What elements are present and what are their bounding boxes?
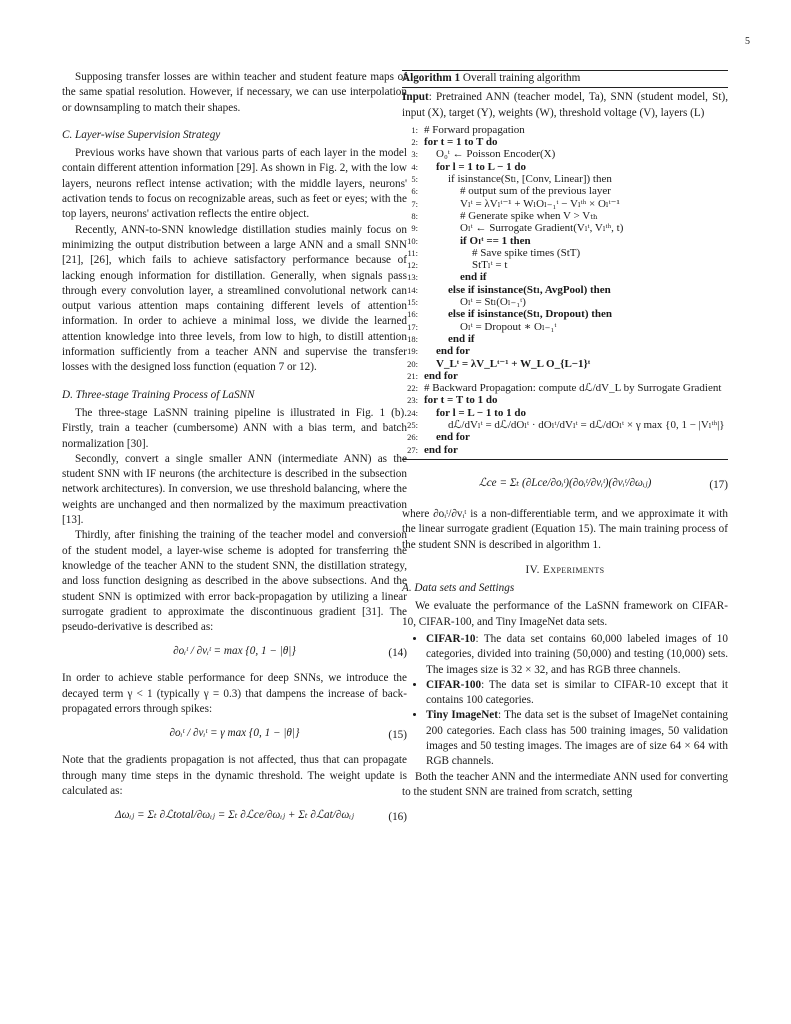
paragraph: Recently, ANN-to-SNN knowledge distillation studies mainly focus on minimizing the output distribution between a large ANN and a small SNN [21], [26], which fails to achieve satisfactory performance because of lacking enough information for distillation. Generally, when signals pass through every convolution layer, a streamlined convolutional network can output various attention maps containing different levels of attention information. In order to achieve a minimal loss, we divide the learned attention knowledge into three levels, from low to high, to distill attention information sufficiently from a teacher ANN and supervise the transfer losses with the designed loss function (equation 7 or 12). (62, 223, 407, 374)
line-number: 11: (407, 247, 418, 258)
line-text: Oₗᵗ = Stₗ(Oₗ₋₁ᵗ) (460, 296, 526, 309)
paragraph: Note that the gradients propagation is not affected, thus that can propagate through many time steps in the dynamic threshold. The weight update is calculated as: (62, 754, 407, 797)
algorithm-line (402, 235, 728, 247)
line-number: 17: (407, 321, 418, 332)
algorithm-box (402, 70, 728, 460)
line-number: 2: (411, 137, 418, 148)
line-number: 12: (407, 260, 418, 271)
line-number: 26: (407, 432, 418, 443)
algorithm-line (402, 333, 728, 345)
line-text: # Save spike times (StT) (472, 246, 581, 259)
equation-text: Δωᵢⱼ = Σₜ ∂ℒtotal/∂ωᵢⱼ = Σₜ ∂ℒce/∂ωᵢⱼ + Σₜ ∂ℒat/∂ωᵢⱼ (115, 809, 354, 822)
line-number: 6: (411, 186, 418, 197)
line-text: for t = T to 1 do (424, 394, 498, 407)
line-text: Vₗᵗ = λVₗᵗ⁻¹ + WₗOₗ₋₁ᵗ − Vₗᵗʰ × Oₗᵗ⁻¹ (460, 197, 620, 210)
paragraph: Both the teacher ANN and the intermediate ANN used for converting to the student SNN are trained from scratch, setting (402, 770, 728, 798)
line-number: 25: (407, 420, 418, 431)
list-item (426, 678, 728, 709)
paragraph: Secondly, convert a single smaller ANN (intermediate ANN) as the student SNN with IF neurons (the architecture is described in the subsection network architectures). In conversion, we use threshold balancing, where the weights are unchanged and then normalized by the maximum preactivation [13]. (62, 452, 407, 527)
line-number: 19: (407, 346, 418, 357)
line-text: end if (460, 271, 487, 284)
line-text: for l = 1 to L − 1 do (436, 160, 526, 173)
algorithm-line (402, 148, 728, 160)
line-number: 14: (407, 284, 418, 295)
algorithm-line (402, 271, 728, 283)
section-heading-iv: IV. Experiments (525, 563, 605, 576)
input-text: : Pretrained ANN (teacher model, Ta), SNN (student model, St), input (X), target (Y), weights (W), threshold voltage (V), layers (L) (402, 91, 728, 119)
equation-number: (16) (388, 811, 407, 824)
algorithm-line (402, 444, 728, 456)
algorithm-line (402, 431, 728, 443)
line-number: 3: (411, 149, 418, 160)
equation-14 (62, 638, 407, 668)
algorithm-lines (402, 124, 728, 456)
line-text: for l = L − 1 to 1 do (436, 406, 526, 419)
algorithm-line (402, 173, 728, 185)
equation-16 (62, 802, 407, 832)
line-number: 23: (407, 395, 418, 406)
algorithm-title (402, 71, 728, 88)
page-number: 5 (745, 36, 750, 47)
algorithm-input (402, 90, 728, 121)
algorithm-line (402, 321, 728, 333)
equation-17 (402, 470, 728, 504)
algorithm-line (402, 210, 728, 222)
line-text: if Oₗᵗ == 1 then (460, 234, 531, 247)
algorithm-line (402, 394, 728, 406)
line-text: # Backward Propagation: compute dℒ/dV_L by Surrogate Gradient (424, 382, 722, 395)
input-label: Input (402, 91, 429, 104)
line-text: StTₗᵗ = t (472, 259, 508, 272)
line-text: dℒ/dVₗᵗ = dℒ/dOₗᵗ · dOₗᵗ/dVₗᵗ = dℒ/dOₗᵗ × γ max {0, 1 − |Vₗᵗʰ|} (448, 419, 725, 432)
line-number: 24: (407, 407, 418, 418)
line-text: V_Lᵗ = λV_Lᵗ⁻¹ + W_L O_{L−1}ᵗ (436, 357, 591, 370)
line-number: 4: (411, 161, 418, 172)
list-item (426, 708, 728, 769)
section-heading-d: D. Three-stage Training Process of LaSNN (62, 388, 255, 401)
right-column (402, 70, 728, 800)
dataset-name: CIFAR-100 (426, 678, 482, 691)
algorithm-line (402, 161, 728, 173)
line-text: end if (448, 332, 475, 345)
dataset-desc: : The data set is similar to CIFAR-10 except that it contains 100 categories. (426, 678, 728, 707)
line-text: # Forward propagation (424, 123, 525, 136)
paragraph: In order to achieve stable performance for deep SNNs, we introduce the decayed term γ < 1 (typically γ = 0.3) that dampens the increase of back-propagated errors through spikes: (62, 672, 407, 715)
paragraph: Thirdly, after finishing the training of the teacher model and conversion of the student model, a layer-wise scheme is adopted for transferring the knowledge of the teacher ANN to the student SNN, the distillation strategy, and loss function designing as described in the above subsections. And the student SNN is optimized with error back-propagation by utilizing a linear surrogate gradient to approximate the discontinuous gradient [31]. The pseudo-derivative is described as: (62, 529, 407, 634)
list-item (426, 632, 728, 678)
equation-number: (15) (388, 729, 407, 742)
line-number: 21: (407, 370, 418, 381)
algorithm-line (402, 284, 728, 296)
dataset-name: CIFAR-10 (426, 632, 476, 645)
algorithm-line (402, 345, 728, 357)
line-text: Oₗᵗ ← Surrogate Gradient(Vₗᵗ, Vₗᵗʰ, t) (460, 222, 624, 235)
algorithm-line (402, 358, 728, 370)
algorithm-body (402, 88, 728, 459)
equation-text: ∂oᵢᵗ / ∂vᵢᵗ = γ max {0, 1 − |θ|} (169, 727, 300, 740)
section-heading-a: A. Data sets and Settings (402, 582, 515, 595)
line-number: 15: (407, 297, 418, 308)
line-number: 22: (407, 383, 418, 394)
paragraph: The three-stage LaSNN training pipeline is illustrated in Fig. 1 (b). Firstly, train a teacher (cumbersome) ANN with a bias term, and batch normalization [30]. (62, 406, 407, 450)
line-text: # Generate spike when V > Vₜₕ (460, 209, 598, 222)
dataset-desc: : The data set contains 60,000 labeled images of 10 categories, divided into training (50,000) and testing (10,000) sets. The images size is 32 × 32, and has RGB three channels. (426, 632, 728, 676)
algorithm-line (402, 247, 728, 259)
line-number: 13: (407, 272, 418, 283)
line-number: 27: (407, 444, 418, 455)
left-column (62, 70, 407, 835)
line-text: O₀ᵗ ← Poisson Encoder(X) (436, 148, 556, 161)
algorithm-line (402, 222, 728, 234)
algorithm-line (402, 296, 728, 308)
algorithm-line (402, 185, 728, 197)
line-text: for t = 1 to T do (424, 136, 498, 149)
line-number: 5: (411, 174, 418, 185)
equation-text: ∂oᵢᵗ / ∂vᵢᵗ = max {0, 1 − |θ|} (173, 645, 296, 658)
equation-number: (17) (709, 478, 728, 491)
line-text: else if isinstance(Stₗ, Dropout) then (448, 308, 613, 321)
paragraph: Previous works have shown that various parts of each layer in the model contain different attention information [29]. As shown in Fig. 2, with the low layers, neurons reflect intense activation; with the middle layers, neurons' activation tends to focus on recognizable areas, such as feet or eyes; with the top layers, neurons' activation reflects the entire object. (62, 147, 407, 221)
line-text: end for (424, 443, 458, 456)
line-number: 8: (411, 210, 418, 221)
algorithm-line (402, 124, 728, 136)
paragraph: Supposing transfer losses are within teacher and student feature maps of the same spatial resolution. However, if necessary, we can use interpolation or downsampling to match their shapes. (62, 71, 407, 114)
line-text: end for (436, 431, 470, 444)
algorithm-line (402, 259, 728, 271)
line-number: 1: (411, 124, 418, 135)
line-text: if isinstance(Stₗ, [Conv, Linear]) then (448, 173, 612, 186)
paragraph: We evaluate the performance of the LaSNN framework on CIFAR-10, CIFAR-100, and Tiny ImageNet data sets. (402, 600, 728, 628)
line-text: else if isinstance(Stₗ, AvgPool) then (448, 283, 611, 296)
algorithm-line (402, 136, 728, 148)
line-number: 18: (407, 333, 418, 344)
algorithm-caption: Overall training algorithm (462, 72, 581, 84)
section-heading-c: C. Layer-wise Supervision Strategy (62, 128, 221, 141)
line-number: 10: (407, 235, 418, 246)
dataset-list (402, 632, 728, 770)
line-text: end for (436, 345, 470, 358)
algorithm-line (402, 382, 728, 394)
equation-text: ℒce = Σₜ (∂Lce/∂oᵢᵗ)(∂oᵢᵗ/∂vᵢᵗ)(∂vᵢᵗ/∂ωᵢⱼ) (478, 476, 652, 489)
line-number: 20: (407, 358, 418, 369)
algorithm-line (402, 407, 728, 419)
line-text: # output sum of the previous layer (460, 185, 611, 198)
algorithm-line (402, 419, 728, 431)
dataset-desc: : The data set is the subset of ImageNet containing 200 categories. Each class has 500 training images, 50 validation images and 50 testing images. The images are of size 64 × 64 with RGB channels. (426, 709, 729, 768)
paragraph: where ∂oᵢᵗ/∂vᵢᵗ is a non-differentiable term, and we approximate it with the linear surrogate gradient (Equation 15). The main training process of the student SNN is described in algorithm 1. (402, 507, 728, 551)
line-text: end for (424, 369, 458, 382)
algorithm-label: Algorithm 1 (402, 72, 461, 84)
equation-15 (62, 720, 407, 750)
algorithm-line (402, 308, 728, 320)
algorithm-line (402, 370, 728, 382)
line-number: 7: (411, 198, 418, 209)
dataset-name: Tiny ImageNet (426, 709, 498, 722)
line-text: Oₗᵗ = Dropout ∗ Oₗ₋₁ᵗ (460, 320, 557, 333)
line-number: 9: (411, 223, 418, 234)
line-number: 16: (407, 309, 418, 320)
equation-number: (14) (388, 647, 407, 660)
algorithm-line (402, 198, 728, 210)
